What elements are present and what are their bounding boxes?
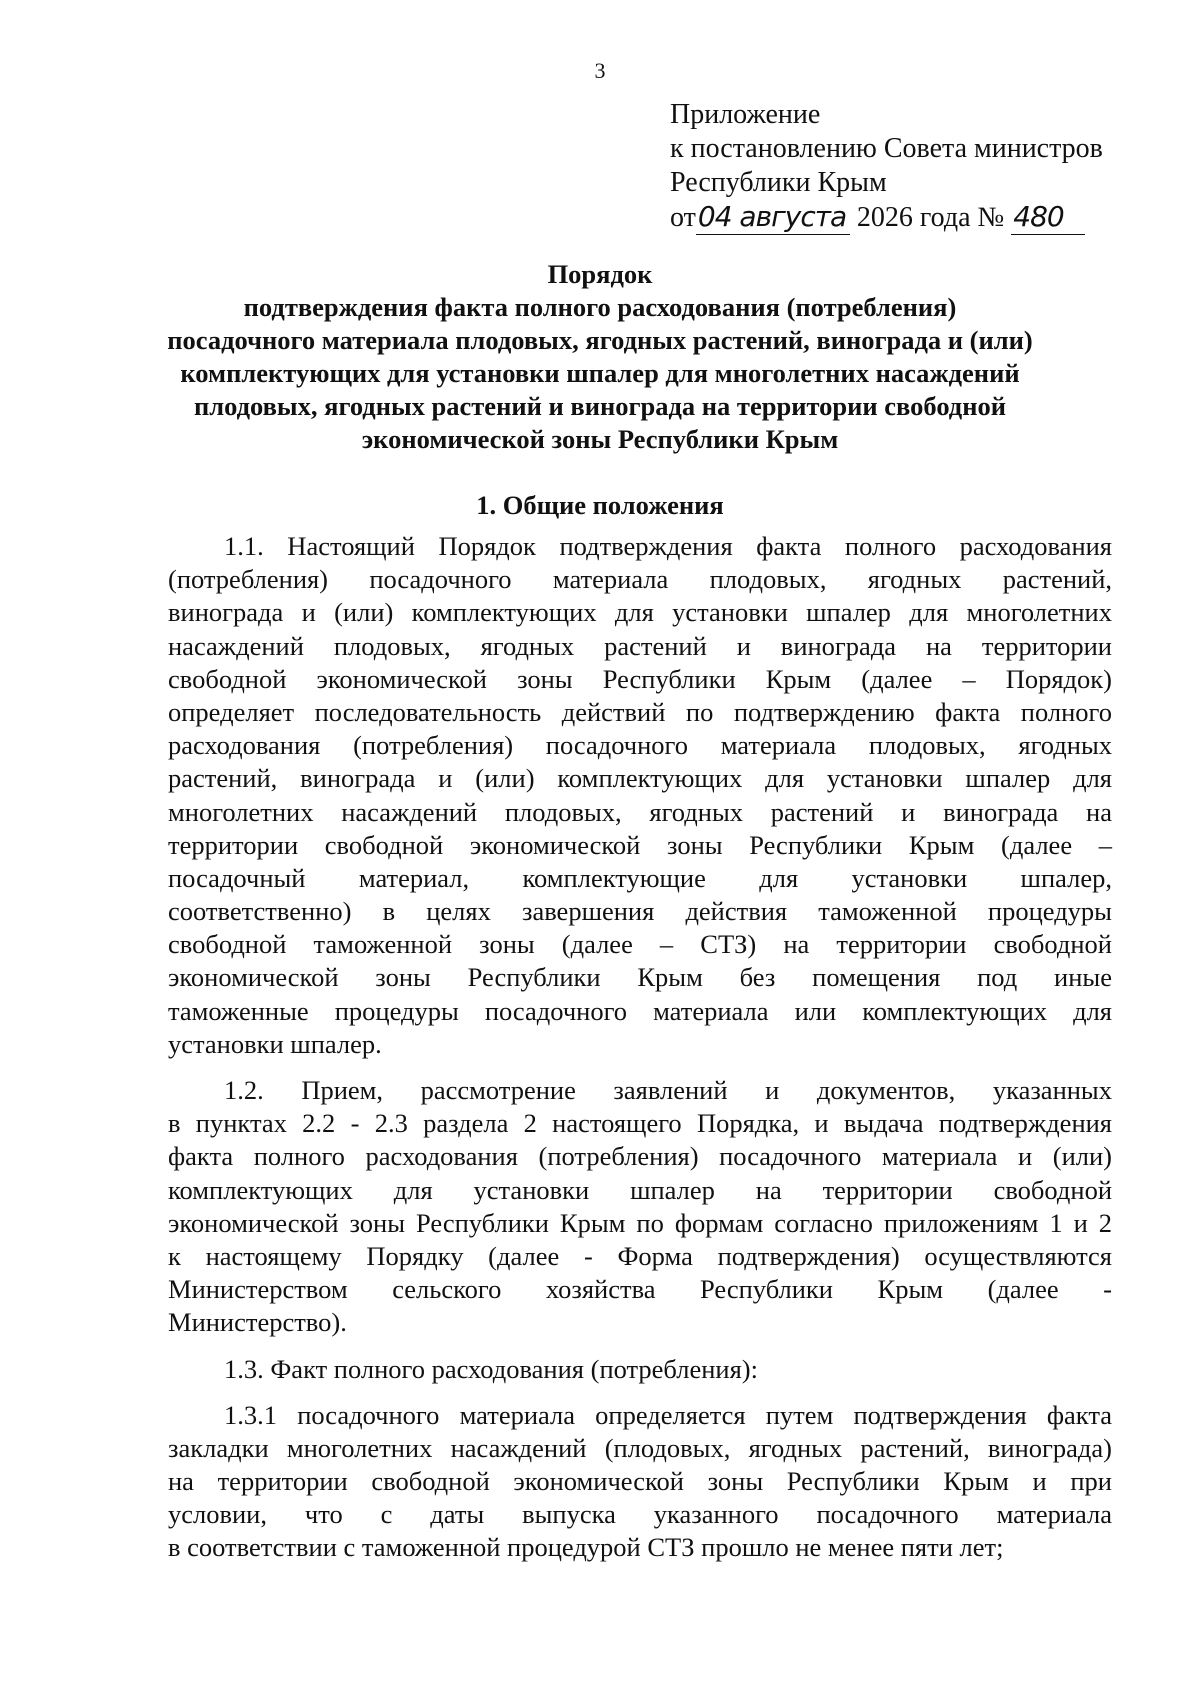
text-line: в пунктах 2.2 - 2.3 раздела 2 настоящего Порядка, и выдача подтверждения [168, 1108, 1112, 1139]
section-heading: 1. Общие положения [476, 490, 724, 520]
text-line: насаждений плодовых, ягодных растений и винограда на территории [168, 630, 1112, 661]
paragraph-1-2 [168, 1074, 1112, 1340]
appendix-date-line [670, 200, 1140, 235]
text-line: растений, винограда и (или) комплектующих для установки шпалер для [168, 763, 1112, 794]
text-line: территории свободной экономической зоны Республики Крым (далее – [168, 829, 1112, 860]
text-line: соответственно) в целях завершения действия таможенной процедуры [168, 896, 1112, 927]
text-line: винограда и (или) комплектующих для установки шпалер для многолетних [168, 597, 1112, 628]
paragraph-1-3 [168, 1353, 1112, 1386]
text-line: установки шпалер. [168, 1028, 382, 1059]
appendix-republic: Республики Крым [670, 167, 887, 198]
page-number: 3 [594, 58, 606, 83]
text-line: определяет последовательность действий по подтверждению факта полного [168, 696, 1112, 727]
text-line: в соответствии с таможенной процедурой СТЗ прошло не менее пяти лет; [168, 1532, 1004, 1563]
document-title [140, 258, 1060, 456]
handwritten-date: 04 августа [696, 200, 850, 235]
text-line: многолетних насаждений плодовых, ягодных растений и винограда на [168, 796, 1112, 827]
title-line: подтверждения факта полного расходования (потребления) [243, 292, 957, 322]
text-line: на территории свободной экономической зоны Республики Крым и при [168, 1466, 1112, 1497]
appendix-resolution: к постановлению Совета министров [670, 133, 1103, 164]
date-prefix: от [670, 202, 696, 233]
text-line: посадочный материал, комплектующие для установки шпалер, [168, 862, 1112, 893]
paragraph-1-1 [168, 530, 1112, 1061]
text-line: условии, что с даты выпуска указанного посадочного материала [168, 1499, 1112, 1530]
text-line: к настоящему Порядку (далее - Форма подтверждения) осуществляются [168, 1240, 1112, 1271]
title-line: комплектующих для установки шпалер для многолетних насаждений [180, 358, 1020, 388]
paragraph-1-3-1 [168, 1399, 1112, 1565]
text-line: закладки многолетних насаждений (плодовых, ягодных растений, винограда) [168, 1432, 1112, 1463]
date-suffix: 2026 года № [856, 202, 1005, 233]
text-line: факта полного расходования (потребления) посадочного материала и (или) [168, 1141, 1112, 1172]
text-line: расходования (потребления) посадочного материала плодовых, ягодных [168, 730, 1112, 761]
text-line: экономической зоны Республики Крым без помещения под иные [168, 962, 1112, 993]
text-line: Министерством сельского хозяйства Республики Крым (далее - [168, 1274, 1112, 1305]
handwritten-number: 480 [1011, 200, 1085, 235]
text-line: 1.1. Настоящий Порядок подтверждения факта полного расходования [224, 531, 1112, 561]
title-line: экономической зоны Республики Крым [361, 424, 839, 454]
title-line: Порядок [547, 259, 653, 289]
document-body [168, 530, 1112, 1578]
text-line: Министерство). [168, 1307, 347, 1338]
text-line: 1.3.1 посадочного материала определяется путем подтверждения факта [224, 1399, 1112, 1430]
text-line: экономической зоны Республики Крым по формам согласно приложениям 1 и 2 [168, 1207, 1112, 1238]
text-line: (потребления) посадочного материала плодовых, ягодных растений, [168, 564, 1112, 595]
text-line: таможенные процедуры посадочного материала или комплектующих для [168, 995, 1112, 1026]
text-line: 1.3. Факт полного расходования (потребления): [224, 1353, 758, 1384]
title-line: посадочного материала плодовых, ягодных растений, винограда и (или) [167, 325, 1033, 355]
text-line: свободной экономической зоны Республики Крым (далее – Порядок) [168, 663, 1112, 694]
appendix-block [670, 98, 1140, 235]
text-line: свободной таможенной зоны (далее – СТЗ) на территории свободной [168, 929, 1112, 960]
text-line: 1.2. Прием, рассмотрение заявлений и документов, указанных [224, 1075, 1112, 1105]
appendix-label: Приложение [670, 99, 821, 130]
title-line: плодовых, ягодных растений и винограда на территории свободной [193, 391, 1006, 421]
text-line: комплектующих для установки шпалер на территории свободной [168, 1174, 1112, 1205]
